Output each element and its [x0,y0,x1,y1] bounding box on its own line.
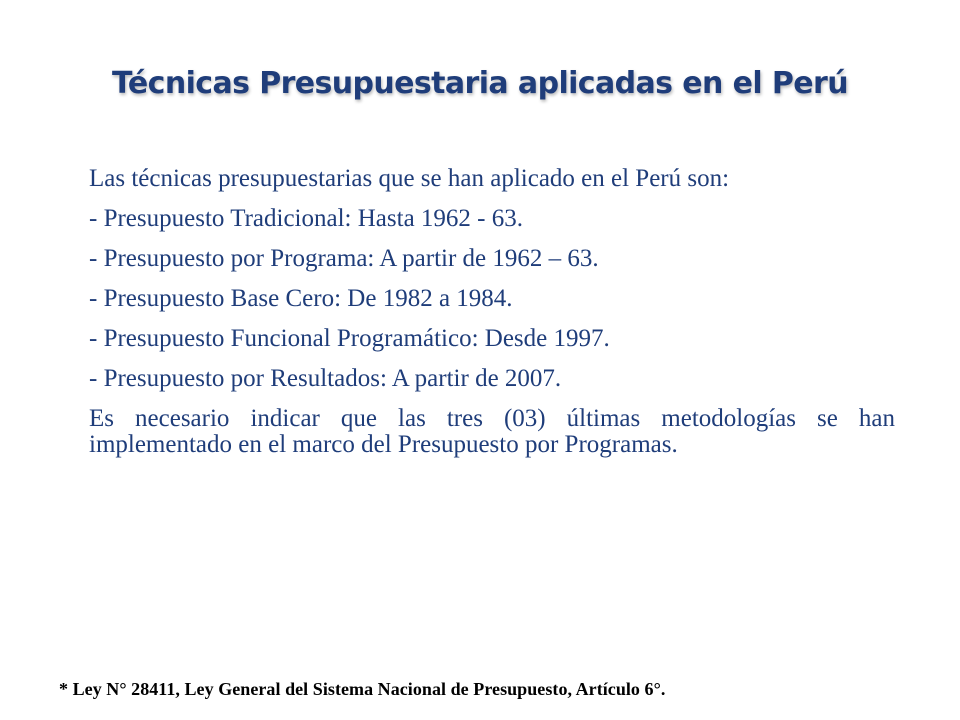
list-item: - Presupuesto Funcional Programático: Desde 1997. [89,325,610,352]
list-item: - Presupuesto Tradicional: Hasta 1962 - 63. [89,205,523,232]
slide-title: Técnicas Presupuestaria aplicadas en el Perú [112,66,848,101]
list-item: - Presupuesto Base Cero: De 1982 a 1984. [89,285,513,312]
slide-body [89,166,895,458]
list-item: - Presupuesto por Resultados: A partir de 2007. [89,365,562,392]
footnote: * Ley N° 28411, Ley General del Sistema Nacional de Presupuesto, Artículo 6°. [59,679,666,699]
list-item: - Presupuesto por Programa: A partir de 1962 – 63. [89,245,599,272]
intro-paragraph: Las técnicas presupuestarias que se han aplicado en el Perú son: [89,165,730,192]
conclusion-paragraph: Es necesario indicar que las tres (03) últimas metodologías se han implementado en el marco del Presupuesto por Programas. [89,405,895,458]
